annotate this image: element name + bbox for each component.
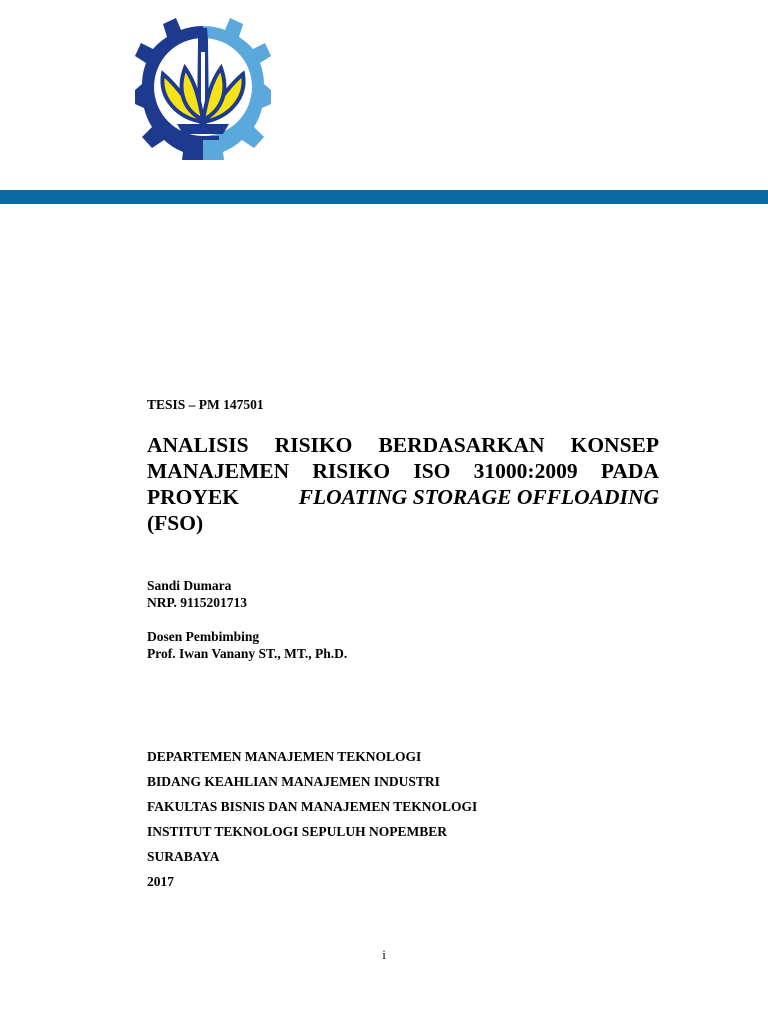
title-word: PROYEK: [147, 485, 239, 509]
title-word: ISO: [413, 459, 451, 483]
field-of-study: BIDANG KEAHLIAN MANAJEMEN INDUSTRI: [147, 774, 440, 789]
title-line-2: [147, 458, 659, 484]
title-word: PADA: [600, 459, 659, 483]
institute: INSTITUT TEKNOLOGI SEPULUH NOPEMBER: [147, 824, 447, 839]
title-word: BERDASARKAN: [378, 433, 545, 457]
author-block: [147, 577, 659, 611]
faculty: FAKULTAS BISNIS DAN MANAJEMEN TEKNOLOGI: [147, 799, 478, 814]
title-word: (FSO): [147, 511, 204, 535]
title-word: KONSEP: [570, 433, 659, 457]
its-emblem-icon: [133, 12, 273, 162]
header-stripe: [0, 190, 768, 204]
title-word: RISIKO: [274, 433, 353, 457]
page-number: i: [382, 947, 386, 962]
title-line-3: [147, 484, 659, 510]
author-nrp: NRP. 9115201713: [147, 595, 248, 610]
title-word: 31000:2009: [473, 459, 578, 483]
city: SURABAYA: [147, 849, 220, 864]
thesis-code: TESIS – PM 147501: [147, 397, 264, 412]
author-name: Sandi Dumara: [147, 578, 232, 593]
department: DEPARTEMEN MANAJEMEN TEKNOLOGI: [147, 749, 422, 764]
institution-block: [147, 744, 659, 894]
title-word: MANAJEMEN: [147, 459, 290, 483]
year: 2017: [147, 874, 174, 889]
thesis-title: [147, 432, 659, 536]
title-line-4: [147, 510, 659, 536]
title-word: ANALISIS: [147, 433, 249, 457]
advisor-label: Dosen Pembimbing: [147, 629, 260, 644]
title-word: RISIKO: [312, 459, 391, 483]
title-italic-phrase: FLOATING STORAGE OFFLOADING: [298, 485, 659, 509]
advisor-block: [147, 628, 659, 662]
advisor-name: Prof. Iwan Vanany ST., MT., Ph.D.: [147, 646, 348, 661]
title-line-1: [147, 432, 659, 458]
